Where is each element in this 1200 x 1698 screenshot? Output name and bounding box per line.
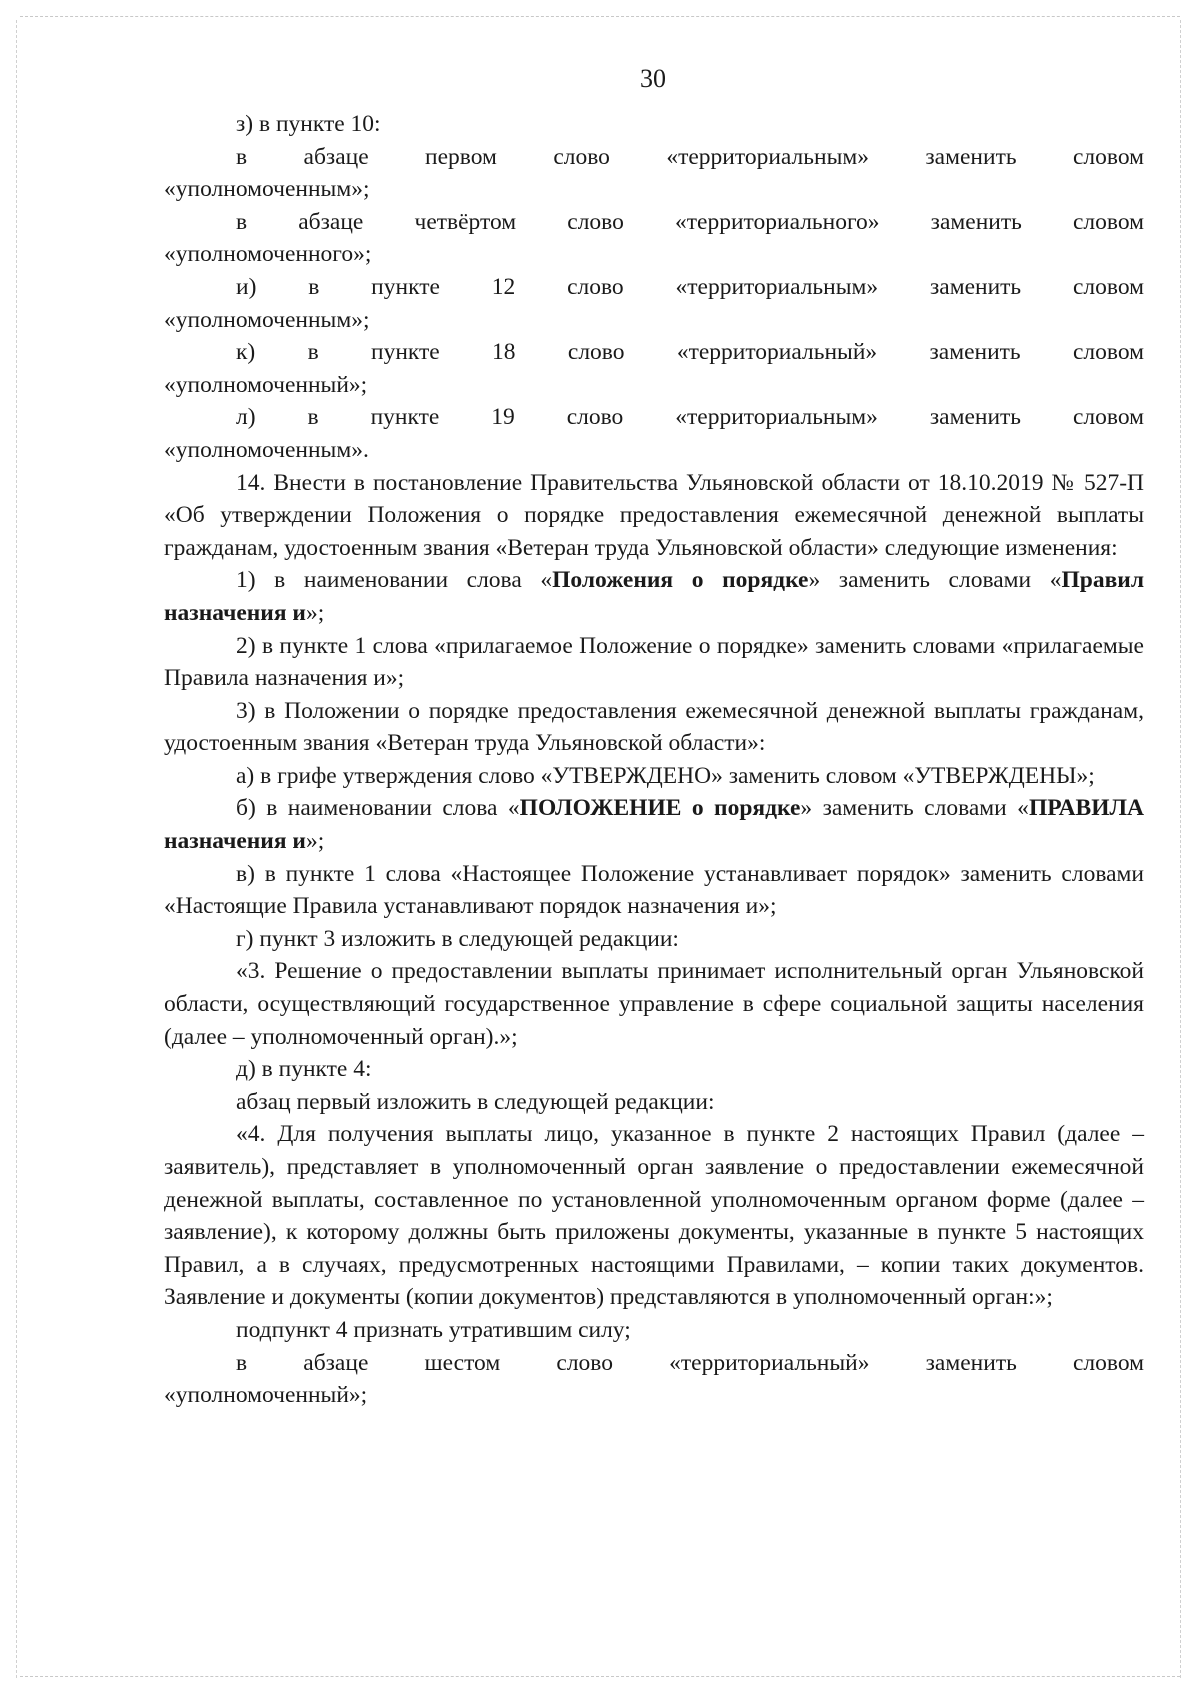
quoted-paragraph: «3. Решение о предоставлении выплаты принимает исполнительный орган Ульяновской области, осуществляющий государственное управление в сфере социальной защиты населения (далее – уполномоченный орган).»; [164, 958, 1144, 1050]
paragraph-item-14: 14. Внести в постановление Правительства Ульяновской области от 18.10.2019 № 527-П «Об утверждении Положения о порядке предоставления ежемесячной денежной выплаты гражданам, удостоенным звания «Ветеран труда Ульяновской области» следующие изменения: [164, 469, 1144, 561]
paragraph: л) в пункте 19 слово «территориальным» заменить словом [236, 404, 1144, 431]
paragraph: в абзаце первом слово «территориальным» заменить словом [236, 143, 1144, 170]
paragraph: д) в пункте 4: [236, 1056, 372, 1083]
paragraph [164, 564, 1144, 629]
paragraph: в) в пункте 1 слова «Настоящее Положение устанавливает порядок» заменить словами «Настоящие Правила устанавливают порядок назначения и»; [164, 860, 1144, 920]
bold-text: ПОЛОЖЕНИЕ о порядке [519, 795, 801, 822]
paragraph: и) в пункте 12 слово «территориальным» заменить словом [236, 273, 1144, 300]
text-run: 1) в наименовании слова « [236, 567, 553, 594]
paragraph: 2) в пункте 1 слова «прилагаемое Положение о порядке» заменить словами «прилагаемые Правила назначения и»; [164, 632, 1144, 692]
text-run: » заменить словами « [800, 795, 1029, 822]
paragraph: «уполномоченного»; [164, 241, 372, 268]
scan-edge-top [20, 16, 1180, 17]
paragraph: абзац первый изложить в следующей редакции: [236, 1088, 715, 1115]
bold-text: ПРАВИЛА назначения и [164, 795, 1144, 855]
paragraph: подпункт 4 признать утратившим силу; [236, 1316, 631, 1343]
scan-edge-bottom [20, 1676, 1180, 1677]
paragraph: «уполномоченным»; [164, 306, 370, 333]
document-body [164, 108, 1144, 1412]
bold-text: Правил назначения и [164, 567, 1145, 626]
page-number: 30 [640, 64, 666, 93]
paragraph: з) в пункте 10: [236, 111, 381, 137]
paragraph: к) в пункте 18 слово «территориальный» заменить словом [236, 339, 1144, 366]
paragraph: «уполномоченным». [164, 436, 369, 463]
scan-edge-right [1180, 20, 1181, 1678]
text-run: »; [305, 599, 325, 626]
paragraph: «уполномоченный»; [164, 371, 368, 398]
paragraph: г) пункт 3 изложить в следующей редакции: [236, 925, 679, 952]
quoted-paragraph: «4. Для получения выплаты лицо, указанное в пункте 2 настоящих Правил (далее – заявитель), представляет в уполномоченный орган заявление о предоставлении ежемесячной денежной выплаты, составленное по установленной уполномоченным органом форме (далее – заявление), к которому должны быть приложены документы, указанные в пункте 5 настоящих Правил, а в случаях, предусмотренных настоящими Правилами, – копии таких документов. Заявление и документы (копии документов) представляются в уполномоченный орган:»; [164, 1121, 1144, 1311]
text-run: » заменить словами « [808, 567, 1062, 594]
paragraph: в абзаце четвёртом слово «территориального» заменить словом [236, 208, 1144, 235]
scan-edge-left [16, 20, 17, 1678]
text-run: б) в наименовании слова « [236, 795, 520, 822]
paragraph: «уполномоченным»; [164, 176, 370, 203]
paragraph: 3) в Положении о порядке предоставления ежемесячной денежной выплаты гражданам, удостоенным звания «Ветеран труда Ульяновской области»: [164, 697, 1144, 757]
paragraph: «уполномоченный»; [164, 1382, 368, 1409]
bold-text: Положения о порядке [552, 567, 809, 594]
paragraph: а) в грифе утверждения слово «УТВЕРЖДЕНО» заменить словом «УТВЕРЖДЕНЫ»; [236, 762, 1095, 789]
paragraph: в абзаце шестом слово «территориальный» заменить словом [236, 1349, 1144, 1376]
paragraph [164, 792, 1144, 857]
text-run: »; [305, 828, 325, 855]
